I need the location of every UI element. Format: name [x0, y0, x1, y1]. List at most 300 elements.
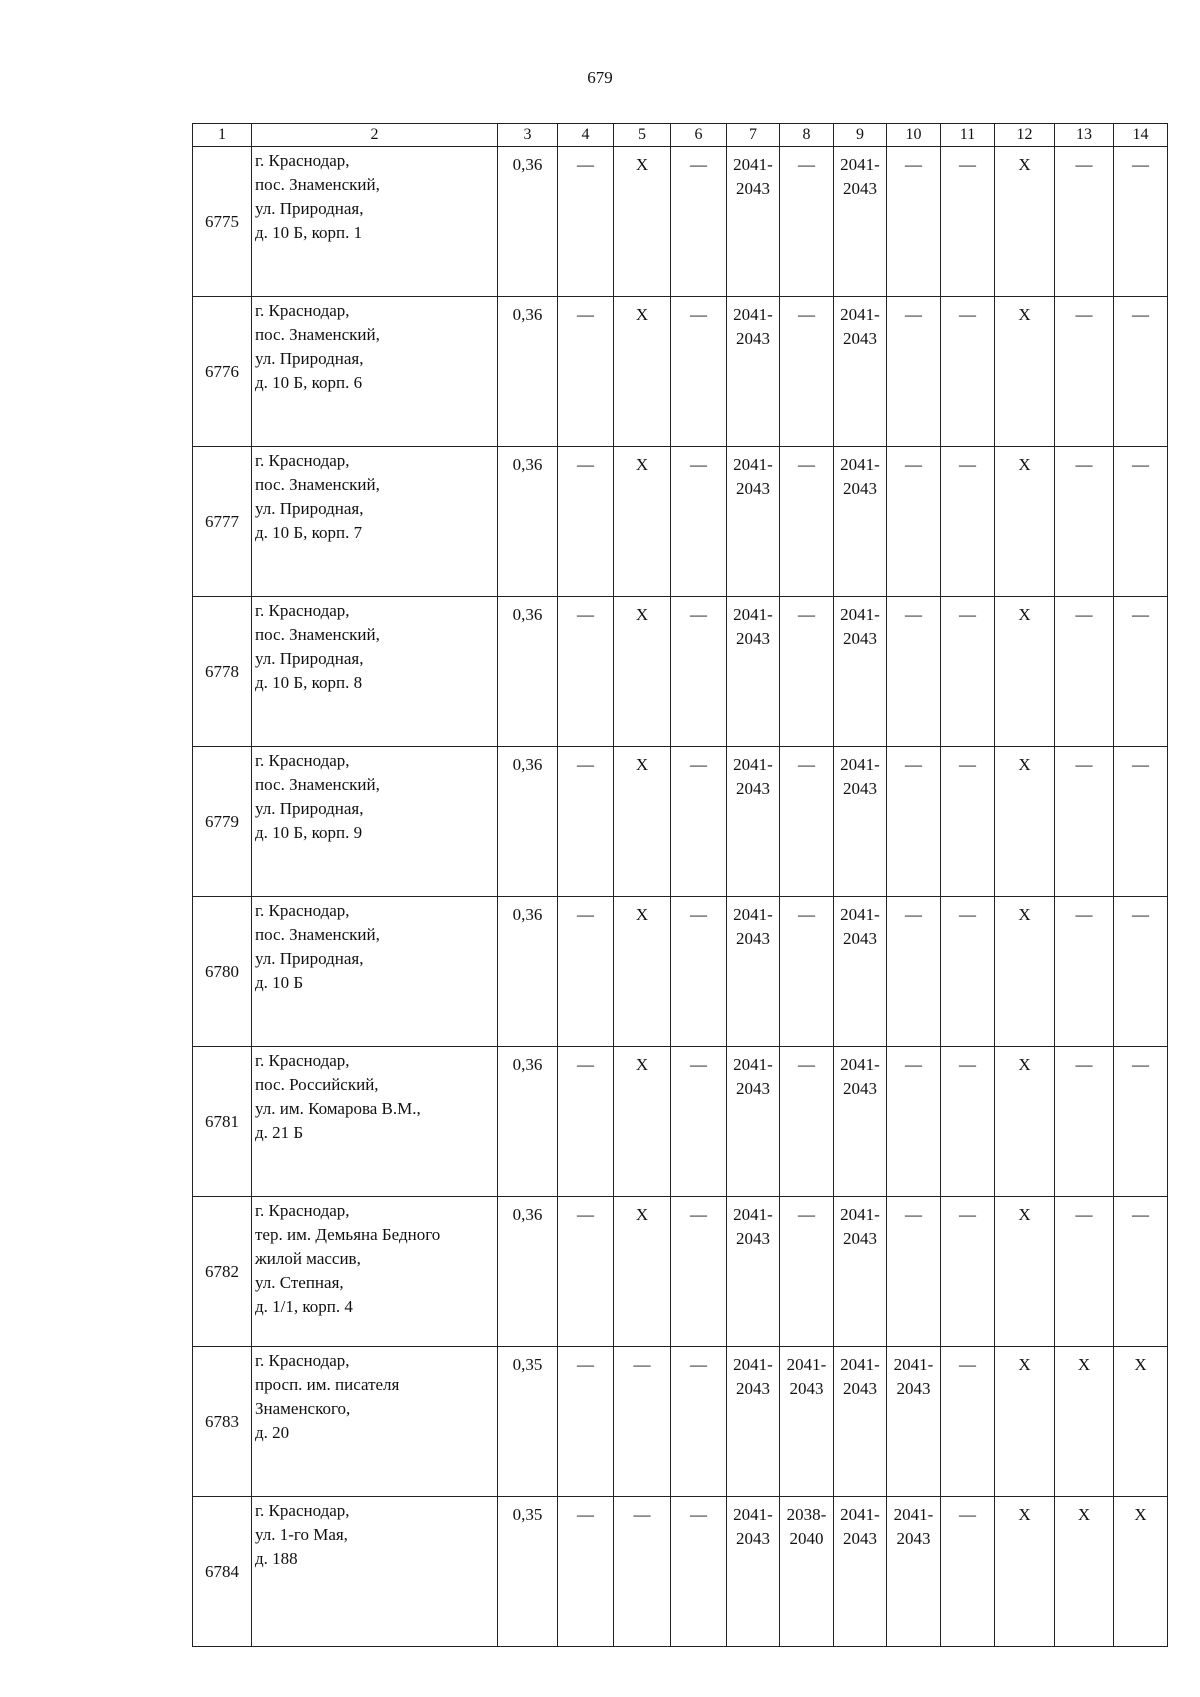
cell-value: — — [690, 305, 707, 324]
cell-value: Х — [1018, 1205, 1031, 1224]
cell-value: Х — [1018, 155, 1031, 174]
year-range-part: 2041- — [786, 1355, 827, 1374]
cell-value: — — [1075, 905, 1093, 924]
address-line: просп. им. писателя — [255, 1375, 400, 1394]
cell-value: 0,36 — [512, 455, 543, 474]
cell-value: — — [905, 755, 922, 774]
address-line: г. Краснодар, — [255, 1501, 350, 1520]
year-range-part: 2038- — [786, 1505, 827, 1524]
address-cell — [252, 147, 498, 297]
address-line: г. Краснодар, — [255, 601, 350, 620]
value-cell-c6 — [671, 1347, 727, 1497]
value-cell-c4 — [558, 897, 614, 1047]
value-cell-c10 — [887, 747, 941, 897]
cell-value: — — [1132, 605, 1149, 624]
column-header-8: 8 — [780, 124, 834, 147]
value-cell-c13 — [1055, 747, 1114, 897]
cell-value: — — [1075, 1055, 1093, 1074]
address-cell — [252, 1347, 498, 1497]
value-cell-c14 — [1114, 747, 1168, 897]
cell-value: — — [798, 905, 815, 924]
value-cell-c3 — [498, 897, 558, 1047]
value-cell-c10 — [887, 597, 941, 747]
year-range-part: 2043 — [843, 629, 877, 648]
cell-value: Х — [1018, 1055, 1031, 1074]
cell-value: — — [577, 1505, 594, 1524]
address-line: г. Краснодар, — [255, 451, 350, 470]
value-cell-c3 — [498, 597, 558, 747]
cell-value: 0,36 — [512, 1055, 543, 1074]
year-range-part: 2043 — [789, 1379, 824, 1398]
value-cell-c13 — [1055, 447, 1114, 597]
year-range-part: 2041- — [840, 905, 880, 924]
cell-value: — — [959, 605, 976, 624]
cell-value: — — [798, 455, 815, 474]
value-cell-c13 — [1055, 1047, 1114, 1197]
cell-value: — — [1075, 1205, 1093, 1224]
value-cell-c11 — [941, 1347, 995, 1497]
cell-value: — — [690, 1205, 707, 1224]
address-line: ул. им. Комарова В.М., — [255, 1099, 421, 1118]
cell-value: — — [905, 1205, 922, 1224]
value-cell-c4 — [558, 597, 614, 747]
address-line: г. Краснодар, — [255, 1201, 350, 1220]
cell-value: — — [798, 305, 815, 324]
cell-value: — — [905, 455, 922, 474]
cell-value: — — [905, 305, 922, 324]
cell-value: — — [798, 755, 815, 774]
address-line: ул. Природная, — [255, 199, 364, 218]
year-range-part: 2041- — [733, 1205, 773, 1224]
cell-value: — — [959, 155, 976, 174]
cell-value: — — [690, 605, 707, 624]
cell-value: Х — [1018, 755, 1031, 774]
address-cell — [252, 597, 498, 747]
cell-value: — — [1075, 755, 1093, 774]
cell-value: — — [959, 1055, 976, 1074]
cell-value: — — [577, 305, 594, 324]
address-line: пос. Знаменский, — [255, 175, 380, 194]
cell-value: Х — [1134, 1505, 1147, 1524]
value-cell-c11 — [941, 447, 995, 597]
row-number-cell: 6780 — [193, 897, 252, 1047]
value-cell-c4 — [558, 297, 614, 447]
cell-value: — — [577, 1355, 594, 1374]
value-cell-c5 — [614, 747, 671, 897]
cell-value: — — [905, 155, 922, 174]
value-cell-c4 — [558, 1347, 614, 1497]
year-range-part: 2043 — [843, 779, 877, 798]
year-range-part: 2041- — [733, 155, 773, 174]
value-cell-c7 — [727, 897, 780, 1047]
value-cell-c7 — [727, 147, 780, 297]
address-cell — [252, 1047, 498, 1197]
value-cell-c13 — [1055, 597, 1114, 747]
address-line: д. 10 Б, корп. 9 — [255, 823, 363, 842]
year-range-part: 2041- — [840, 1205, 880, 1224]
value-cell-c11 — [941, 597, 995, 747]
year-range-part: 2043 — [843, 929, 877, 948]
address-line: д. 20 — [255, 1423, 290, 1442]
table-row — [193, 447, 1168, 597]
value-cell-c9 — [834, 747, 887, 897]
address-line: ул. 1-го Мая, — [255, 1525, 348, 1544]
year-range-part: 2043 — [736, 1529, 770, 1548]
row-number-cell: 6782 — [193, 1197, 252, 1347]
value-cell-c12 — [995, 297, 1055, 447]
year-range-part: 2041- — [840, 1055, 880, 1074]
cell-value: — — [959, 1355, 976, 1374]
year-range-part: 2041- — [733, 755, 773, 774]
value-cell-c6 — [671, 297, 727, 447]
value-cell-c3 — [498, 1197, 558, 1347]
value-cell-c5 — [614, 147, 671, 297]
year-range-part: 2041- — [733, 605, 773, 624]
value-cell-c6 — [671, 897, 727, 1047]
cell-value: 0,36 — [512, 155, 543, 174]
cell-value: — — [905, 1055, 922, 1074]
row-number-cell: 6779 — [193, 747, 252, 897]
cell-value: — — [798, 1055, 815, 1074]
cell-value: — — [690, 1055, 707, 1074]
value-cell-c11 — [941, 897, 995, 1047]
cell-value: — — [690, 905, 707, 924]
cell-value: — — [959, 755, 976, 774]
value-cell-c7 — [727, 1497, 780, 1647]
value-cell-c8 — [780, 747, 834, 897]
value-cell-c7 — [727, 1197, 780, 1347]
year-range-part: 2043 — [736, 1079, 770, 1098]
address-line: д. 21 Б — [255, 1123, 304, 1142]
value-cell-c6 — [671, 597, 727, 747]
cell-value: — — [690, 1355, 707, 1374]
data-table — [192, 123, 1168, 1647]
value-cell-c10 — [887, 1497, 941, 1647]
row-number-cell: 6781 — [193, 1047, 252, 1197]
address-line: д. 10 Б — [255, 973, 304, 992]
column-header-11: 11 — [941, 124, 995, 147]
value-cell-c12 — [995, 897, 1055, 1047]
year-range-part: 2041- — [733, 1355, 773, 1374]
value-cell-c4 — [558, 747, 614, 897]
value-cell-c9 — [834, 1047, 887, 1197]
value-cell-c5 — [614, 1197, 671, 1347]
value-cell-c10 — [887, 447, 941, 597]
year-range-part: 2041- — [733, 1055, 773, 1074]
value-cell-c5 — [614, 1047, 671, 1197]
year-range-part: 2043 — [736, 479, 770, 498]
year-range-part: 2043 — [896, 1529, 931, 1548]
address-cell — [252, 447, 498, 597]
table-row — [193, 597, 1168, 747]
table-row — [193, 1197, 1168, 1347]
value-cell-c4 — [558, 1197, 614, 1347]
cell-value: 0,36 — [512, 755, 543, 774]
cell-value: 0,36 — [512, 905, 543, 924]
value-cell-c10 — [887, 897, 941, 1047]
value-cell-c6 — [671, 1047, 727, 1197]
value-cell-c6 — [671, 147, 727, 297]
value-cell-c9 — [834, 297, 887, 447]
year-range-part: 2041- — [893, 1505, 934, 1524]
address-line: д. 10 Б, корп. 6 — [255, 373, 363, 392]
cell-value: — — [798, 1205, 815, 1224]
value-cell-c8 — [780, 897, 834, 1047]
cell-value: — — [690, 1505, 707, 1524]
value-cell-c7 — [727, 297, 780, 447]
column-header-9: 9 — [834, 124, 887, 147]
year-range-part: 2041- — [893, 1355, 934, 1374]
cell-value: — — [1132, 305, 1149, 324]
year-range-part: 2041- — [840, 1505, 880, 1524]
cell-value: — — [577, 905, 594, 924]
address-line: тер. им. Демьяна Бедного — [255, 1225, 441, 1244]
address-line: ул. Природная, — [255, 949, 364, 968]
cell-value: Х — [1018, 605, 1031, 624]
year-range-part: 2043 — [843, 179, 877, 198]
cell-value: — — [959, 905, 976, 924]
table-body — [193, 147, 1168, 1647]
value-cell-c13 — [1055, 1347, 1114, 1497]
cell-value: — — [633, 1505, 651, 1524]
row-number-cell: 6784 — [193, 1497, 252, 1647]
value-cell-c10 — [887, 147, 941, 297]
table-row — [193, 147, 1168, 297]
value-cell-c11 — [941, 1197, 995, 1347]
value-cell-c12 — [995, 1047, 1055, 1197]
cell-value: — — [577, 1055, 594, 1074]
value-cell-c9 — [834, 1347, 887, 1497]
column-header-6: 6 — [671, 124, 727, 147]
value-cell-c4 — [558, 447, 614, 597]
address-cell — [252, 897, 498, 1047]
address-cell — [252, 747, 498, 897]
address-line: пос. Знаменский, — [255, 625, 380, 644]
value-cell-c10 — [887, 1047, 941, 1197]
cell-value: — — [1132, 155, 1149, 174]
cell-value: Х — [635, 605, 649, 624]
cell-value: Х — [1018, 905, 1031, 924]
year-range-part: 2041- — [840, 305, 880, 324]
address-line: жилой массив, — [255, 1249, 361, 1268]
value-cell-c8 — [780, 1047, 834, 1197]
value-cell-c5 — [614, 597, 671, 747]
column-header-14: 14 — [1114, 124, 1168, 147]
year-range-part: 2043 — [843, 1079, 877, 1098]
cell-value: — — [1075, 455, 1093, 474]
address-cell — [252, 1497, 498, 1647]
cell-value: — — [1132, 1055, 1149, 1074]
year-range-part: 2043 — [843, 479, 877, 498]
value-cell-c5 — [614, 447, 671, 597]
cell-value: — — [905, 605, 922, 624]
column-header-7: 7 — [727, 124, 780, 147]
value-cell-c3 — [498, 1497, 558, 1647]
value-cell-c3 — [498, 297, 558, 447]
value-cell-c9 — [834, 147, 887, 297]
cell-value: — — [577, 155, 594, 174]
value-cell-c14 — [1114, 1347, 1168, 1497]
value-cell-c4 — [558, 147, 614, 297]
address-cell — [252, 297, 498, 447]
address-line: г. Краснодар, — [255, 1051, 350, 1070]
cell-value: 0,36 — [512, 1205, 543, 1224]
row-number-cell: 6783 — [193, 1347, 252, 1497]
cell-value: — — [690, 455, 707, 474]
value-cell-c11 — [941, 1047, 995, 1197]
address-line: г. Краснодар, — [255, 1351, 350, 1370]
cell-value: Х — [635, 905, 649, 924]
address-line: пос. Знаменский, — [255, 475, 380, 494]
cell-value: Х — [1018, 455, 1031, 474]
cell-value: — — [577, 755, 594, 774]
year-range-part: 2041- — [840, 605, 880, 624]
value-cell-c13 — [1055, 897, 1114, 1047]
address-line: г. Краснодар, — [255, 901, 350, 920]
value-cell-c8 — [780, 447, 834, 597]
value-cell-c8 — [780, 1497, 834, 1647]
column-header-3: 3 — [498, 124, 558, 147]
address-line: ул. Природная, — [255, 649, 364, 668]
value-cell-c3 — [498, 447, 558, 597]
value-cell-c9 — [834, 447, 887, 597]
year-range-part: 2041- — [840, 155, 880, 174]
value-cell-c4 — [558, 1497, 614, 1647]
cell-value: 0,35 — [512, 1505, 543, 1524]
year-range-part: 2043 — [736, 929, 770, 948]
cell-value: — — [633, 1355, 651, 1374]
value-cell-c11 — [941, 297, 995, 447]
cell-value: — — [577, 1205, 594, 1224]
column-header-1: 1 — [193, 124, 252, 147]
cell-value: — — [905, 905, 922, 924]
address-line: г. Краснодар, — [255, 301, 350, 320]
table-container — [192, 123, 1167, 1647]
cell-value: — — [1075, 305, 1093, 324]
value-cell-c12 — [995, 597, 1055, 747]
cell-value: — — [1075, 605, 1093, 624]
year-range-part: 2041- — [840, 455, 880, 474]
column-header-13: 13 — [1055, 124, 1114, 147]
address-line: пос. Знаменский, — [255, 775, 380, 794]
address-line: д. 1/1, корп. 4 — [255, 1297, 353, 1316]
cell-value: — — [798, 605, 815, 624]
cell-value: Х — [1077, 1355, 1091, 1374]
cell-value: — — [1132, 905, 1149, 924]
value-cell-c4 — [558, 1047, 614, 1197]
cell-value: — — [1132, 755, 1149, 774]
year-range-part: 2043 — [736, 629, 770, 648]
address-line: ул. Природная, — [255, 799, 364, 818]
cell-value: Х — [635, 1055, 649, 1074]
cell-value: 0,36 — [512, 305, 543, 324]
address-line: пос. Российский, — [255, 1075, 379, 1094]
value-cell-c8 — [780, 1347, 834, 1497]
value-cell-c7 — [727, 1047, 780, 1197]
value-cell-c14 — [1114, 297, 1168, 447]
value-cell-c3 — [498, 747, 558, 897]
value-cell-c10 — [887, 1197, 941, 1347]
value-cell-c7 — [727, 447, 780, 597]
value-cell-c10 — [887, 297, 941, 447]
address-line: г. Краснодар, — [255, 151, 350, 170]
address-line: пос. Знаменский, — [255, 325, 380, 344]
year-range-part: 2043 — [736, 1379, 770, 1398]
value-cell-c11 — [941, 747, 995, 897]
value-cell-c11 — [941, 147, 995, 297]
value-cell-c9 — [834, 597, 887, 747]
address-line: ул. Природная, — [255, 499, 364, 518]
cell-value: — — [959, 455, 976, 474]
value-cell-c9 — [834, 1197, 887, 1347]
cell-value: — — [577, 455, 594, 474]
value-cell-c9 — [834, 897, 887, 1047]
address-line: д. 10 Б, корп. 8 — [255, 673, 363, 692]
value-cell-c12 — [995, 1197, 1055, 1347]
year-range-part: 2043 — [843, 1529, 877, 1548]
cell-value: — — [959, 1205, 976, 1224]
cell-value: — — [959, 305, 976, 324]
address-line: д. 188 — [255, 1549, 298, 1568]
value-cell-c12 — [995, 447, 1055, 597]
value-cell-c6 — [671, 1497, 727, 1647]
value-cell-c12 — [995, 747, 1055, 897]
address-line: д. 10 Б, корп. 1 — [255, 223, 363, 242]
table-row — [193, 1347, 1168, 1497]
value-cell-c12 — [995, 147, 1055, 297]
row-number-cell: 6775 — [193, 147, 252, 297]
cell-value: Х — [635, 1205, 649, 1224]
value-cell-c14 — [1114, 897, 1168, 1047]
column-header-12: 12 — [995, 124, 1055, 147]
cell-value: Х — [1134, 1355, 1147, 1374]
cell-value: Х — [635, 305, 649, 324]
year-range-part: 2043 — [736, 179, 770, 198]
address-cell — [252, 1197, 498, 1347]
cell-value: — — [1132, 455, 1149, 474]
value-cell-c3 — [498, 1047, 558, 1197]
value-cell-c7 — [727, 597, 780, 747]
value-cell-c8 — [780, 297, 834, 447]
column-header-2: 2 — [252, 124, 498, 147]
cell-value: — — [1075, 155, 1093, 174]
address-line: ул. Степная, — [255, 1273, 344, 1292]
cell-value: — — [798, 155, 815, 174]
value-cell-c5 — [614, 297, 671, 447]
year-range-part: 2043 — [843, 329, 877, 348]
cell-value: — — [1132, 1205, 1149, 1224]
cell-value: 0,36 — [512, 605, 543, 624]
value-cell-c7 — [727, 747, 780, 897]
value-cell-c14 — [1114, 1497, 1168, 1647]
year-range-part: 2043 — [896, 1379, 931, 1398]
cell-value: Х — [1018, 305, 1031, 324]
value-cell-c3 — [498, 147, 558, 297]
year-range-part: 2041- — [733, 905, 773, 924]
value-cell-c7 — [727, 1347, 780, 1497]
table-row — [193, 897, 1168, 1047]
year-range-part: 2043 — [736, 779, 770, 798]
value-cell-c14 — [1114, 1047, 1168, 1197]
year-range-part: 2040 — [789, 1529, 824, 1548]
column-header-10: 10 — [887, 124, 941, 147]
value-cell-c13 — [1055, 1497, 1114, 1647]
value-cell-c10 — [887, 1347, 941, 1497]
year-range-part: 2043 — [843, 1379, 877, 1398]
value-cell-c8 — [780, 147, 834, 297]
year-range-part: 2041- — [840, 755, 880, 774]
cell-value: 0,35 — [512, 1355, 543, 1374]
